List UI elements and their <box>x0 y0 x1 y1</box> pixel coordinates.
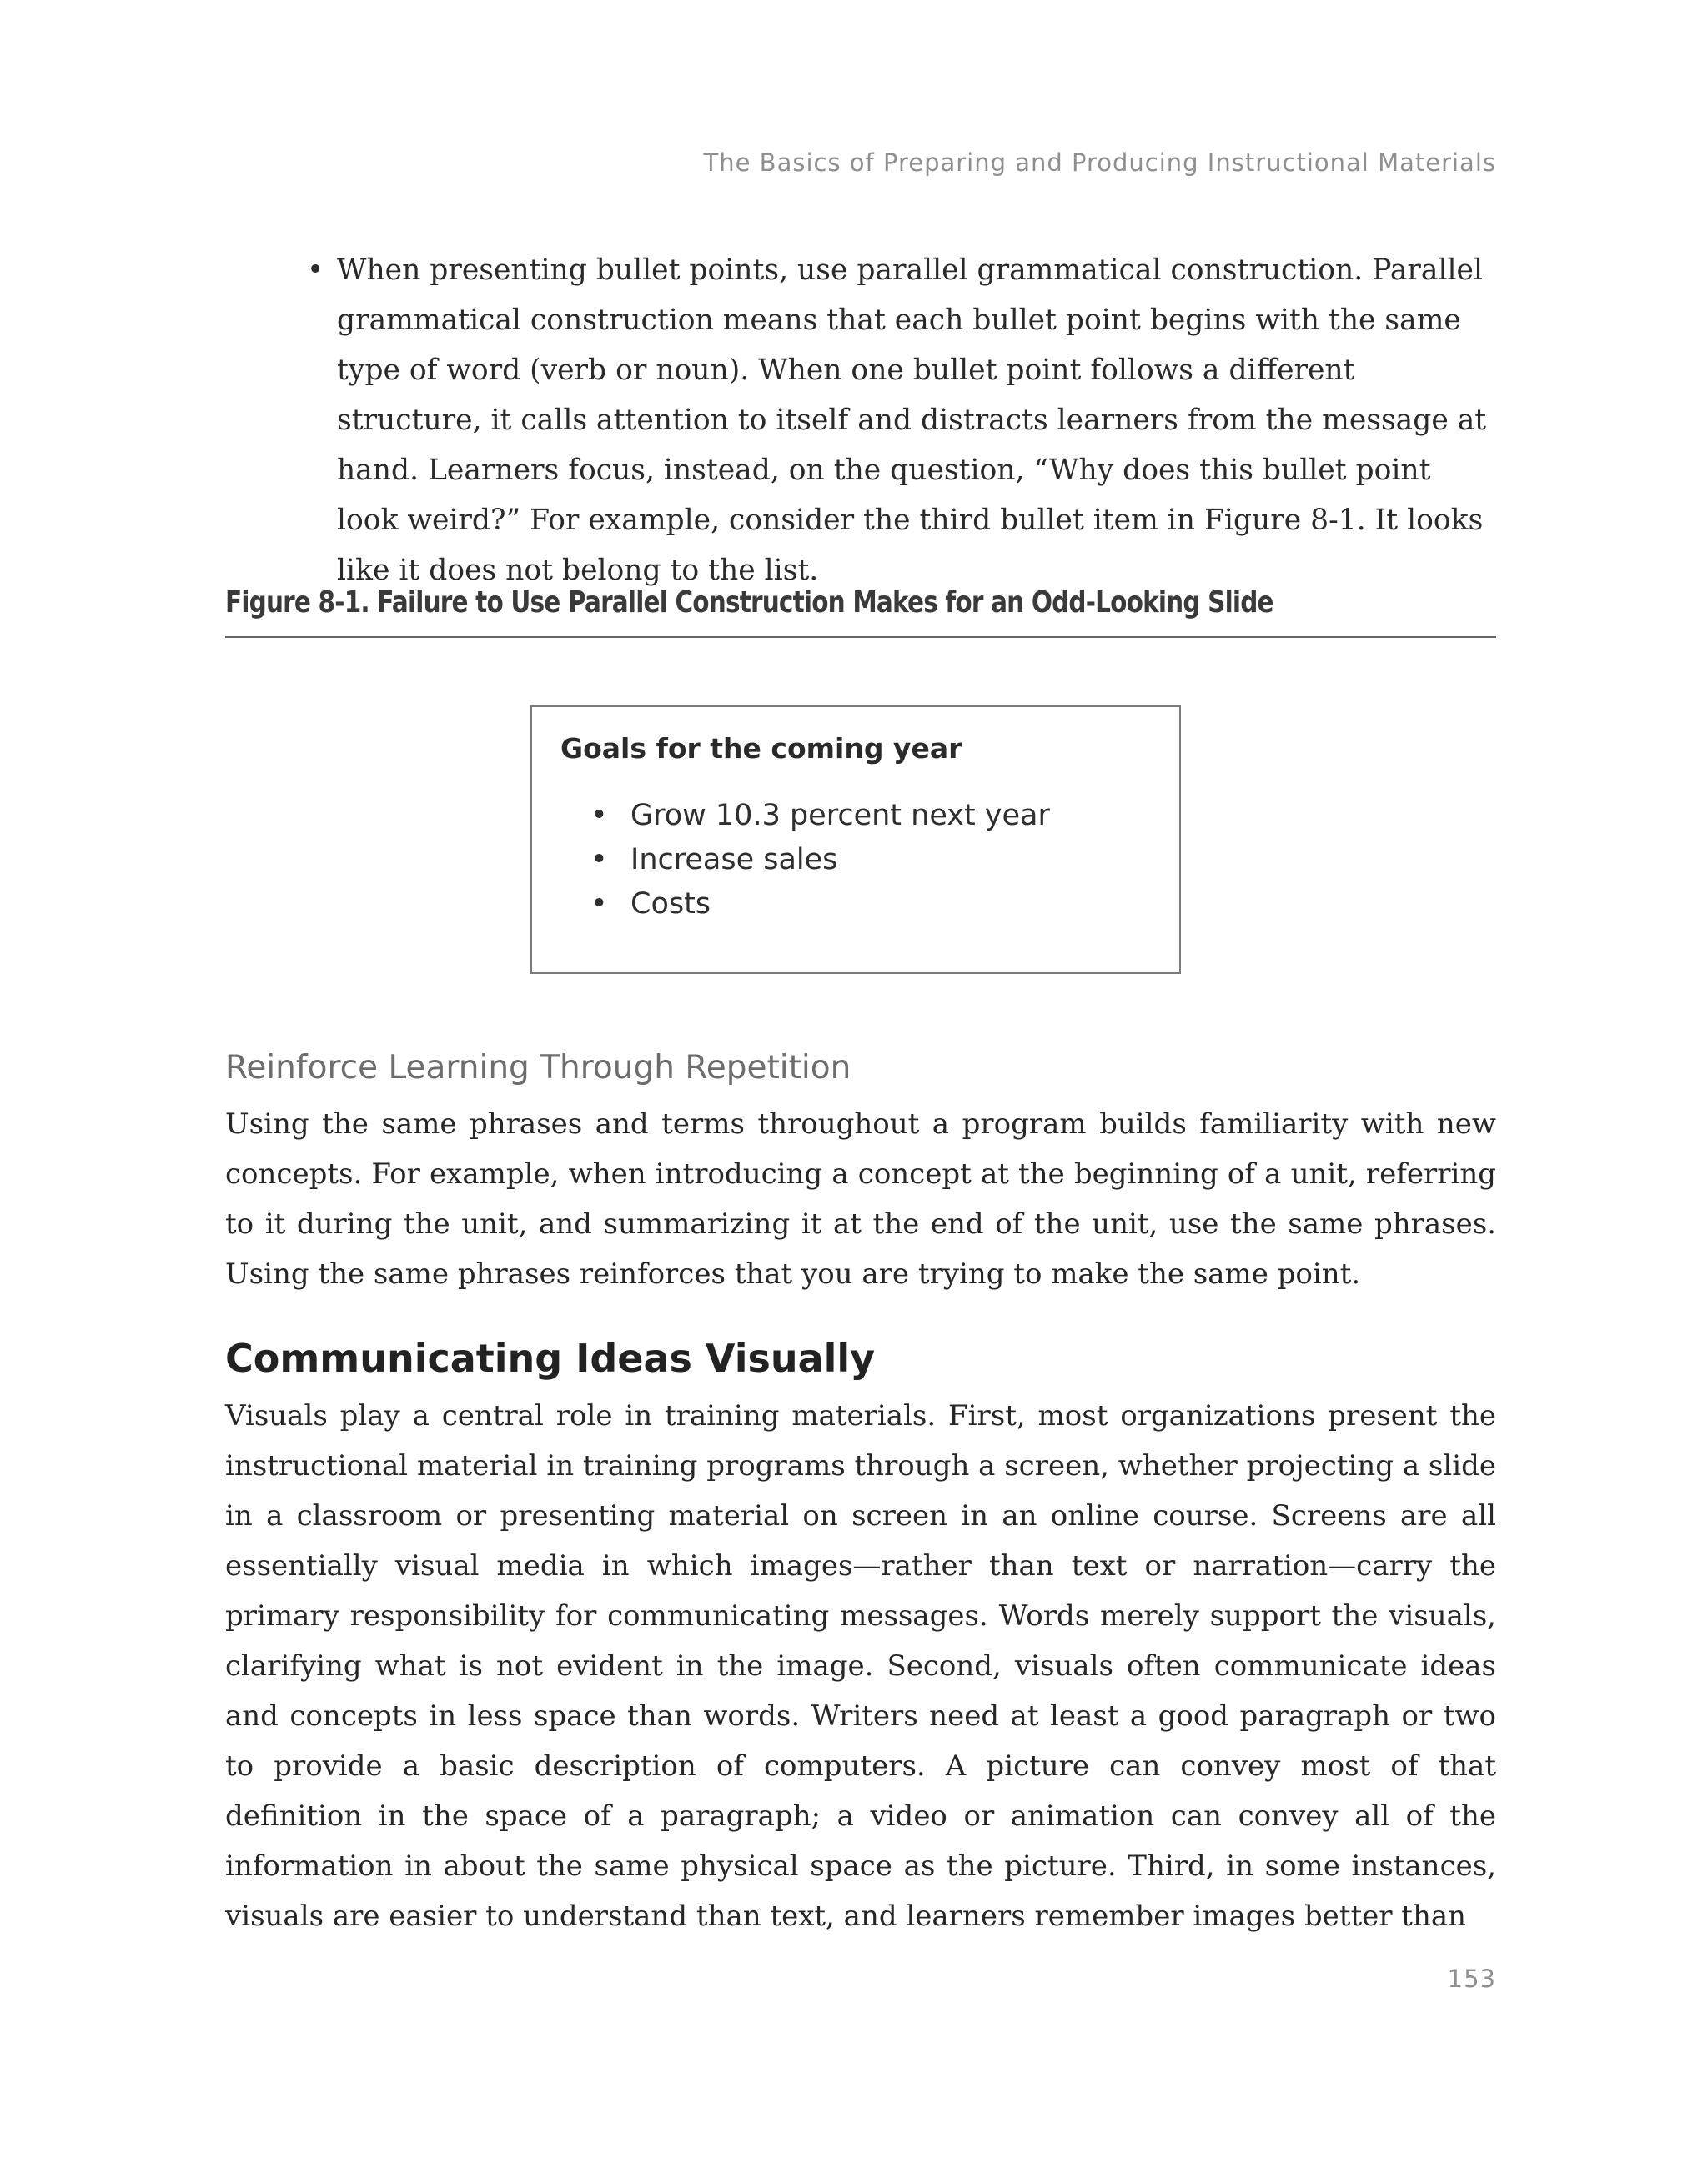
figure-slide <box>530 705 1181 974</box>
slide-bullet-marker: • <box>590 843 608 876</box>
slide-bullet-marker: • <box>590 887 608 921</box>
slide-bullet-text: Increase sales <box>630 843 838 876</box>
slide-bullet-text: Costs <box>630 887 711 921</box>
paragraph-communicating-visually: Visuals play a central role in training materials. First, most organizations present the instructional material in training programs through a screen, whether projecting a slide in a classroom or presenting material on screen in an online course. Screens are all essentially visual media in which images—rather than text or narration—carry the primary responsibility for communicating messages. Words merely support the visuals, clarifying what is not evident in the image. Second, visuals often communicate ideas and concepts in less space than words. Writers need at least a good paragraph or two to provide a basic description of computers. A picture can convey most of that definition in the space of a paragraph; a video or animation can convey all of the information in about the same physical space as the picture. Third, in some instances, visuals are easier to understand than text, and learners remember images better than <box>225 1399 1496 1933</box>
slide-bullet-item <box>590 882 1050 926</box>
paragraph-reinforce: Using the same phrases and terms throughout a program builds familiarity with new concepts. For example, when introducing a concept at the beginning of a unit, referring to it during the unit, and summarizing it at the end of the unit, use the same phrases. Using the same phrases reinforces that you are trying to make the same point. <box>225 1107 1496 1291</box>
bullet-text: When presenting bullet points, use parallel grammatical construction. Parallel grammatical construction means that each bullet point begins with the same type of word (verb or noun). When one bullet point follows a different structure, it calls attention to itself and distracts learners from the message at hand. Learners focus, instead, on the question, “Why does this bullet point look weird?” For example, consider the third bullet item in Figure 8-1. It looks like it does not belong to the list. <box>337 253 1487 587</box>
slide-bullet-item <box>590 838 1050 882</box>
running-head: The Basics of Preparing and Producing Instructional Materials <box>703 148 1496 177</box>
heading-communicating-visually: Communicating Ideas Visually <box>225 1336 876 1381</box>
page-number: 153 <box>1447 1965 1496 1993</box>
slide-bullet-text: Grow 10.3 percent next year <box>630 799 1050 832</box>
subheading-reinforce: Reinforce Learning Through Repetition <box>225 1049 851 1087</box>
bullet-marker: • <box>307 253 324 287</box>
figure-caption: Figure 8-1. Failure to Use Parallel Construction Makes for an Odd-Looking Slide <box>225 585 1273 620</box>
figure-caption-rule <box>225 636 1496 638</box>
bullet-paragraph <box>307 245 1496 595</box>
slide-bullet-item <box>590 794 1050 838</box>
slide-bullet-list <box>590 794 1050 926</box>
slide-bullet-marker: • <box>590 799 608 832</box>
slide-title: Goals for the coming year <box>560 732 962 765</box>
